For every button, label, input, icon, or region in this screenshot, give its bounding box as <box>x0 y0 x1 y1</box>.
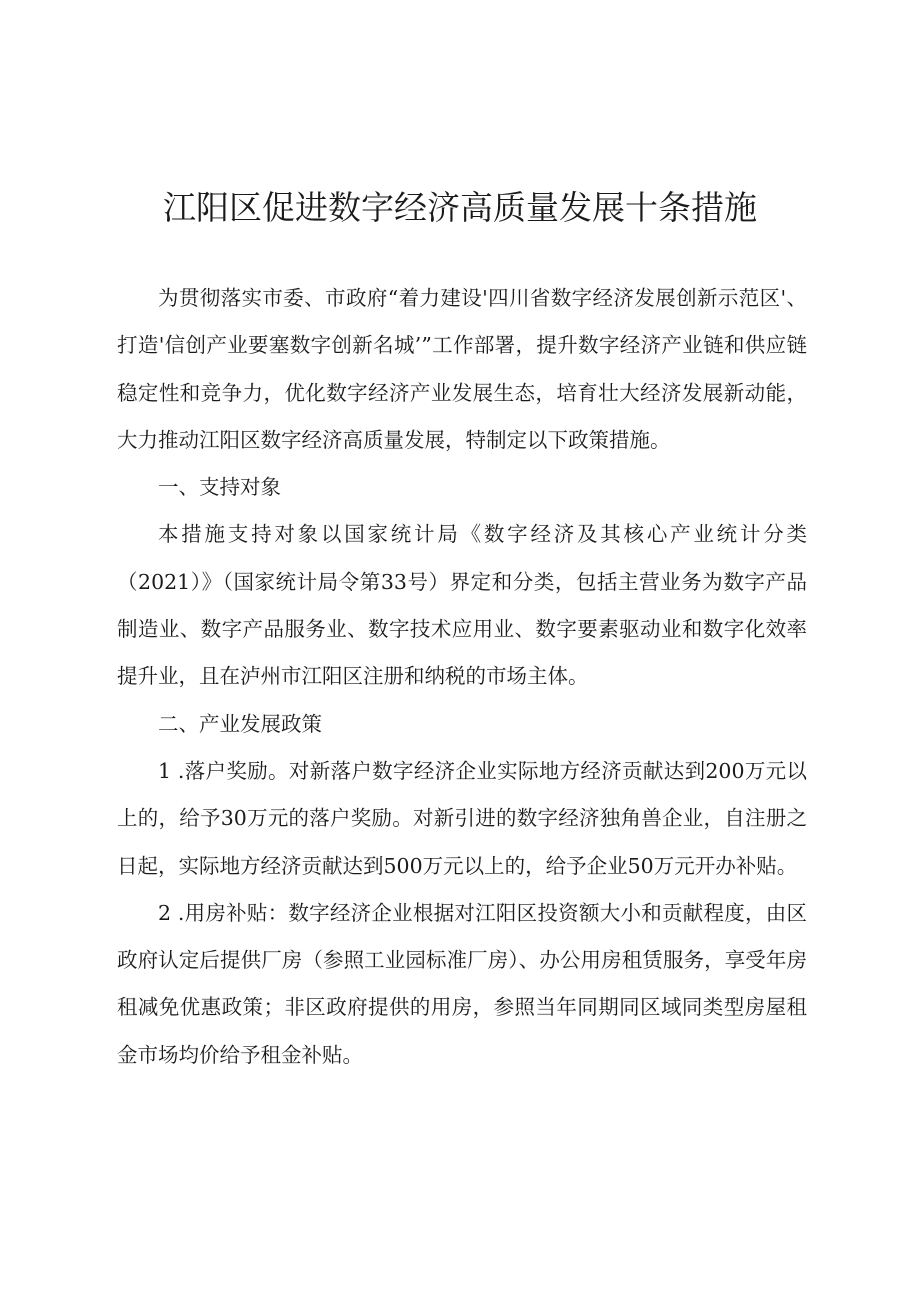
policy-item-housing-subsidy: 2 .用房补贴：数字经济企业根据对江阳区投资额大小和贡献程度，由区政府认定后提供厂房（参照工业园标准厂房）、办公用房租赁服务，享受年房租减免优惠政策；非区政府提供的用房，参照当年同期同区域同类型房屋租金市场均价给予租金补贴。 <box>117 900 807 1067</box>
section-heading-industry-policy: 二、产业发展政策 <box>158 711 322 736</box>
support-target-paragraph: 本措施支持对象以国家统计局《数字经济及其核心产业统计分类（2021）》（国家统计局令第33号）界定和分类，包括主营业务为数字产品制造业、数字产品服务业、数字技术应用业、数字要素驱动业和数字化效率提升业，且在泸州市江阳区注册和纳税的市场主体。 <box>117 522 807 689</box>
document-title: 江阳区促进数字经济高质量发展十条措施 <box>163 188 757 227</box>
document-body <box>117 275 807 1079</box>
intro-paragraph: 为贯彻落实市委、市政府“着力建设'四川省数字经济发展创新示范区'、打造'信创产业要塞数字创新名城’”工作部署，提升数字经济产业链和供应链稳定性和竞争力，优化数字经济产业发展生态，培育壮大经济发展新动能，大力推动江阳区数字经济高质量发展，特制定以下政策措施。 <box>117 286 807 452</box>
policy-item-settlement-reward: 1 .落户奖励。对新落户数字经济企业实际地方经济贡献达到200万元以上的，给予30万元的落户奖励。对新引进的数字经济独角兽企业，自注册之日起，实际地方经济贡献达到500万元以上的，给予企业50万元开办补贴。 <box>117 758 807 878</box>
section-heading-support-target: 一、支持对象 <box>158 475 281 500</box>
